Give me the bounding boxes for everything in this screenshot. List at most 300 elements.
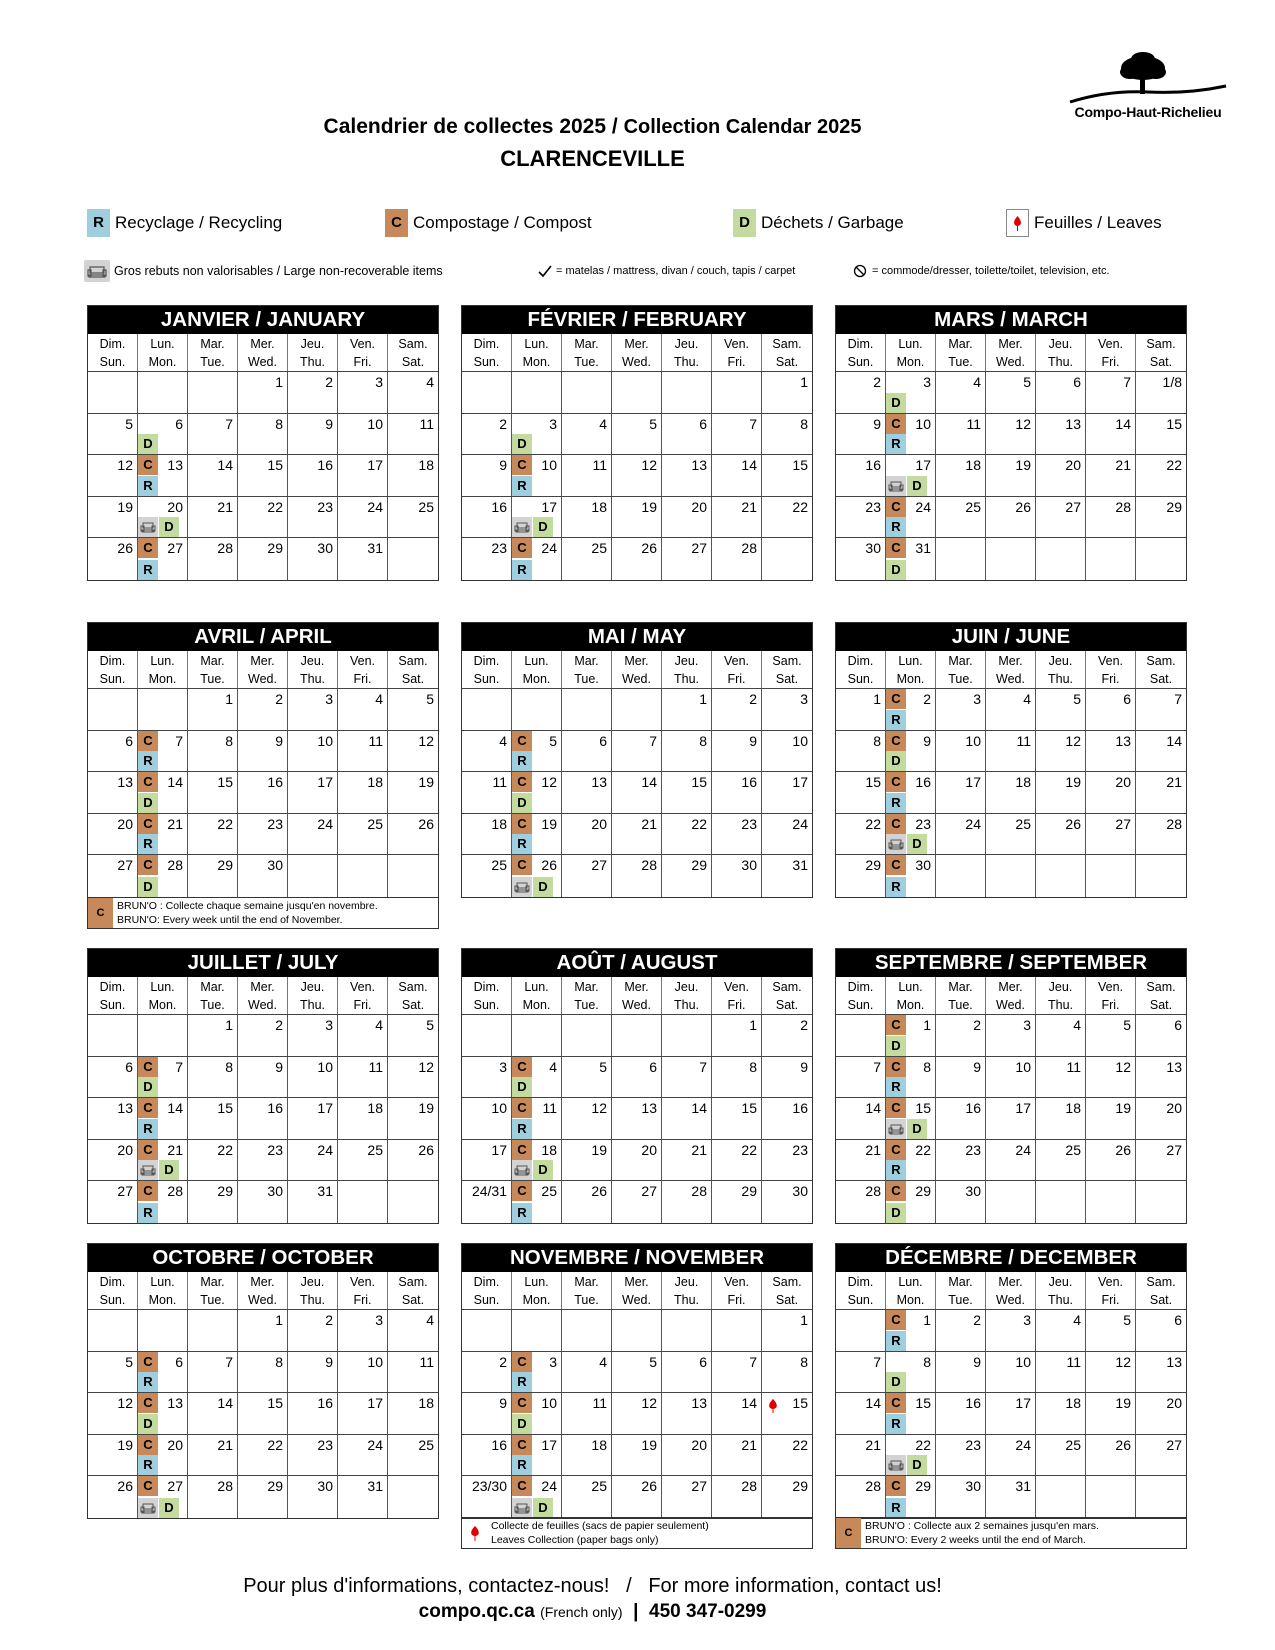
- day-cell: [288, 538, 338, 580]
- day-cell: [338, 1015, 388, 1056]
- garbage-tag: D: [907, 1455, 927, 1475]
- week-row: [836, 1476, 1186, 1518]
- empty-day-cell: [338, 855, 388, 897]
- weekday-label: Mer. Wed.: [986, 1272, 1036, 1309]
- day-number: 15: [1166, 415, 1182, 432]
- empty-day-cell: [986, 855, 1036, 897]
- day-number: 30: [792, 1183, 808, 1199]
- day-cell: [388, 1057, 438, 1098]
- week-row: [836, 414, 1186, 456]
- day-cell: [1036, 1352, 1086, 1393]
- empty-day-cell: [138, 372, 188, 413]
- weekday-label: Lun. Mon.: [886, 334, 936, 371]
- day-number: 22: [792, 498, 808, 515]
- week-row: [462, 1181, 812, 1223]
- day-cell: [288, 731, 338, 772]
- day-number: 11: [419, 1353, 434, 1370]
- day-cell: [338, 689, 388, 730]
- compost-tag: C: [138, 1140, 158, 1160]
- day-cell: [836, 1181, 886, 1223]
- day-number: 16: [915, 774, 931, 790]
- month-january: [87, 305, 439, 581]
- day-number: 15: [217, 1100, 233, 1116]
- day-number: 23/30: [471, 1478, 507, 1494]
- garbage-tag: D: [907, 834, 927, 854]
- day-number: 27: [1065, 498, 1081, 515]
- compost-tag: C: [512, 1435, 532, 1455]
- day-number: 8: [225, 1058, 233, 1075]
- day-cell: [462, 855, 512, 897]
- compost-tag: C: [512, 1098, 532, 1118]
- compost-swatch: C: [385, 209, 408, 237]
- day-number: 4: [499, 732, 507, 749]
- checkmark-icon: [537, 264, 553, 278]
- day-number: 23: [317, 1436, 333, 1453]
- note-en: BRUN'O: Every week until the end of November.: [117, 914, 343, 926]
- day-number: 24/31: [471, 1183, 507, 1199]
- website-link[interactable]: compo.qc.ca: [418, 1601, 535, 1622]
- day-number: 14: [641, 774, 657, 790]
- note-en: Leaves Collection (paper bags only): [491, 1534, 659, 1546]
- weekday-label: Mer. Wed.: [612, 977, 662, 1014]
- day-number: 16: [317, 1395, 333, 1411]
- week-row: [836, 855, 1186, 897]
- day-number: 11: [368, 732, 383, 749]
- day-cell: [836, 1057, 886, 1098]
- day-cell: [886, 1393, 936, 1434]
- day-number: 21: [167, 815, 183, 832]
- day-number: 8: [275, 415, 283, 432]
- weekday-label: Lun. Mon.: [886, 977, 936, 1014]
- compost-tag: C: [138, 814, 158, 834]
- day-number: 21: [217, 1436, 233, 1453]
- day-cell: [986, 1015, 1036, 1056]
- weekday-label: Lun. Mon.: [512, 651, 562, 688]
- weekday-label: Sam. Sat.: [772, 654, 802, 686]
- garbage-tag: D: [533, 877, 553, 897]
- day-cell: [762, 1057, 812, 1098]
- day-number: 6: [1073, 374, 1081, 390]
- weekday-label: Mar. Tue.: [188, 1272, 238, 1309]
- month-july: [87, 948, 439, 1224]
- day-cell: [512, 1057, 562, 1098]
- day-cell: [1036, 372, 1086, 413]
- garbage-tag: D: [512, 1077, 532, 1097]
- day-number: 28: [741, 540, 757, 556]
- day-number: 29: [217, 1183, 233, 1199]
- day-number: 28: [217, 540, 233, 556]
- logo-text: Compo-Haut-Richelieu: [1074, 104, 1222, 120]
- weekday-label: Jeu. Thu.: [288, 977, 338, 1014]
- compost-tag: C: [512, 1140, 532, 1160]
- day-cell: [762, 1435, 812, 1476]
- day-cell: [238, 455, 288, 496]
- day-cell: [612, 1352, 662, 1393]
- recycling-tag: R: [512, 476, 532, 496]
- weekday-label: Sam. Sat.: [1146, 1275, 1176, 1307]
- day-cell: [762, 731, 812, 772]
- week-row: [462, 689, 812, 731]
- month-june: [835, 622, 1187, 898]
- day-cell: [88, 1181, 138, 1223]
- day-cell: [1086, 731, 1136, 772]
- weekday-label: Ven. Fri.: [1086, 334, 1136, 371]
- day-cell: [288, 372, 338, 413]
- week-row: [836, 497, 1186, 539]
- day-number: 17: [915, 457, 931, 473]
- day-cell: [188, 1435, 238, 1476]
- garbage-swatch: D: [733, 209, 756, 237]
- day-cell: [188, 772, 238, 813]
- day-cell: [712, 1352, 762, 1393]
- day-number: 14: [741, 1395, 757, 1411]
- weekday-label: Jeu. Thu.: [1036, 651, 1086, 688]
- day-cell: [662, 1140, 712, 1181]
- compost-tag: C: [138, 538, 158, 558]
- day-number: 23: [267, 815, 283, 832]
- weekday-label: Jeu. Thu.: [662, 977, 712, 1014]
- day-number: 12: [1065, 732, 1081, 749]
- day-cell: [1086, 1015, 1136, 1056]
- day-cell: [936, 455, 986, 496]
- day-cell: [238, 1393, 288, 1434]
- day-cell: [836, 538, 886, 580]
- day-cell: [338, 1476, 388, 1518]
- day-cell: [612, 538, 662, 580]
- week-row: [462, 414, 812, 456]
- day-cell: [88, 1140, 138, 1181]
- month-december: [835, 1243, 1187, 1519]
- weekday-label: Lun. Mon.: [512, 977, 562, 1014]
- day-cell: [986, 772, 1036, 813]
- day-number: 28: [167, 857, 183, 873]
- day-number: 6: [125, 732, 133, 749]
- day-number: 27: [641, 1183, 657, 1199]
- day-number: 1/8: [1162, 374, 1182, 390]
- day-cell: [1136, 372, 1186, 413]
- day-number: 30: [317, 1478, 333, 1494]
- empty-day-cell: [388, 855, 438, 897]
- day-cell: [886, 814, 936, 855]
- day-cell: [836, 1435, 886, 1476]
- day-number: 1: [800, 374, 808, 390]
- day-number: 9: [325, 1353, 333, 1370]
- empty-day-cell: [612, 1015, 662, 1056]
- day-cell: [662, 497, 712, 538]
- compost-tag: C: [512, 1181, 532, 1201]
- recycling-tag: R: [138, 834, 158, 854]
- day-number: 3: [1023, 1017, 1031, 1033]
- day-number: 3: [499, 1058, 507, 1075]
- day-cell: [188, 855, 238, 897]
- day-cell: [238, 1435, 288, 1476]
- week-row: [88, 497, 438, 539]
- legend-garbage: [733, 209, 904, 237]
- note-leaves: [461, 1517, 813, 1549]
- day-cell: [462, 1140, 512, 1181]
- weekday-label: Mer. Wed.: [238, 1272, 288, 1309]
- day-cell: [388, 689, 438, 730]
- day-number: 4: [1073, 1017, 1081, 1033]
- municipality-name: CLARENCEVILLE: [500, 146, 685, 171]
- day-cell: [338, 372, 388, 413]
- weekday-label: Mer. Wed.: [238, 651, 288, 688]
- day-number: 25: [965, 498, 981, 515]
- day-number: 25: [541, 1183, 557, 1199]
- empty-day-cell: [462, 689, 512, 730]
- day-cell: [462, 1181, 512, 1223]
- day-cell: [388, 731, 438, 772]
- empty-day-cell: [1086, 1181, 1136, 1223]
- weekday-label: Mer. Wed.: [612, 334, 662, 371]
- day-number: 7: [873, 1058, 881, 1075]
- day-cell: [762, 1393, 812, 1434]
- week-row: [462, 1476, 812, 1518]
- garbage-tag: D: [907, 1119, 927, 1139]
- day-cell: [188, 731, 238, 772]
- day-cell: [762, 414, 812, 455]
- week-row: [88, 455, 438, 497]
- day-cell: [1036, 1310, 1086, 1351]
- footer-links: [0, 1601, 1275, 1623]
- day-number: 31: [317, 1183, 333, 1199]
- day-cell: [462, 772, 512, 813]
- day-cell: [612, 1435, 662, 1476]
- phone-number[interactable]: 450 347-0299: [649, 1601, 767, 1622]
- day-number: 13: [117, 774, 133, 790]
- month-october: [87, 1243, 439, 1519]
- day-cell: [288, 1435, 338, 1476]
- recycling-tag: R: [886, 434, 906, 454]
- day-cell: [238, 538, 288, 580]
- day-number: 2: [923, 691, 931, 707]
- day-cell: [1086, 497, 1136, 538]
- compost-tag: C: [512, 1057, 532, 1077]
- day-number: 2: [800, 1017, 808, 1033]
- day-cell: [1136, 455, 1186, 496]
- weekday-label: Mer. Wed.: [612, 651, 662, 688]
- day-cell: [1086, 414, 1136, 455]
- week-row: [462, 1310, 812, 1352]
- day-cell: [936, 1435, 986, 1476]
- day-number: 21: [217, 498, 233, 515]
- day-number: 19: [1065, 774, 1081, 790]
- recycling-tag: R: [138, 1119, 158, 1139]
- recycling-tag: R: [512, 1203, 532, 1223]
- day-cell: [886, 372, 936, 413]
- day-cell: [986, 1393, 1036, 1434]
- recycling-tag: R: [886, 1498, 906, 1518]
- day-number: 9: [275, 1058, 283, 1075]
- day-cell: [88, 1057, 138, 1098]
- week-row: [836, 538, 1186, 580]
- day-cell: [388, 1352, 438, 1393]
- day-cell: [886, 414, 936, 455]
- day-number: 21: [1115, 457, 1131, 473]
- month-title: JUIN / JUNE: [836, 623, 1186, 651]
- month-title: JANVIER / JANUARY: [88, 306, 438, 334]
- recycling-tag: R: [512, 1455, 532, 1475]
- day-number: 4: [599, 415, 607, 432]
- week-row: [836, 1015, 1186, 1057]
- day-number: 21: [865, 1141, 881, 1158]
- day-cell: [886, 1098, 936, 1139]
- day-number: 8: [923, 1058, 931, 1075]
- day-cell: [138, 731, 188, 772]
- day-cell: [762, 1140, 812, 1181]
- compost-tag: C: [886, 1181, 906, 1201]
- day-cell: [662, 731, 712, 772]
- day-number: 19: [541, 815, 557, 832]
- week-row: [836, 1057, 1186, 1099]
- week-row: [836, 1098, 1186, 1140]
- compost-tag: C: [886, 1310, 906, 1330]
- day-cell: [986, 455, 1036, 496]
- compost-tag: C: [138, 455, 158, 475]
- day-cell: [712, 1476, 762, 1518]
- day-number: 12: [541, 774, 557, 790]
- day-number: 20: [167, 1436, 183, 1453]
- day-cell: [1036, 455, 1086, 496]
- day-cell: [836, 1476, 886, 1518]
- day-cell: [712, 1015, 762, 1056]
- weekday-label: Ven. Fri.: [1086, 651, 1136, 688]
- day-number: 26: [418, 1141, 434, 1158]
- day-cell: [1036, 497, 1086, 538]
- recycling-tag: R: [138, 560, 158, 580]
- empty-day-cell: [762, 538, 812, 580]
- day-number: 18: [367, 1100, 383, 1116]
- recycling-tag: R: [512, 834, 532, 854]
- day-cell: [836, 814, 886, 855]
- day-cell: [612, 731, 662, 772]
- day-cell: [88, 1435, 138, 1476]
- recycling-tag: R: [886, 793, 906, 813]
- weekday-label: Mar. Tue.: [188, 334, 238, 371]
- day-number: 16: [267, 774, 283, 790]
- compost-note-swatch: C: [88, 898, 113, 928]
- week-row: [836, 731, 1186, 773]
- day-cell: [936, 772, 986, 813]
- month-november: [461, 1243, 813, 1519]
- bulky-items-icon: [886, 834, 906, 854]
- week-row: [836, 455, 1186, 497]
- month-may: [461, 622, 813, 898]
- day-number: 5: [125, 415, 133, 432]
- day-number: 5: [426, 1017, 434, 1033]
- day-number: 6: [175, 1353, 183, 1370]
- garbage-tag: D: [138, 1414, 158, 1434]
- empty-day-cell: [836, 1015, 886, 1056]
- day-cell: [388, 372, 438, 413]
- day-number: 25: [591, 1478, 607, 1494]
- garbage-tag: D: [138, 1077, 158, 1097]
- leaf-note-icon: [462, 1518, 487, 1548]
- day-number: 20: [1166, 1100, 1182, 1116]
- day-number: 11: [592, 1395, 607, 1411]
- day-cell: [512, 855, 562, 897]
- leaf-icon: [1006, 209, 1029, 237]
- day-cell: [986, 731, 1036, 772]
- day-cell: [88, 814, 138, 855]
- day-cell: [836, 1098, 886, 1139]
- day-cell: [1136, 497, 1186, 538]
- day-cell: [512, 1476, 562, 1518]
- day-number: 2: [749, 691, 757, 707]
- garbage-tag: D: [159, 517, 179, 537]
- day-cell: [288, 414, 338, 455]
- week-row: [836, 372, 1186, 414]
- day-cell: [288, 689, 338, 730]
- day-cell: [886, 1435, 936, 1476]
- day-number: 1: [275, 1312, 283, 1328]
- day-number: 28: [865, 1478, 881, 1494]
- empty-day-cell: [1136, 1181, 1186, 1223]
- day-cell: [836, 731, 886, 772]
- day-number: 26: [418, 815, 434, 832]
- day-cell: [836, 455, 886, 496]
- day-number: 15: [915, 1395, 931, 1411]
- garbage-tag: D: [886, 1372, 906, 1392]
- day-number: 3: [549, 415, 557, 432]
- day-number: 17: [317, 1100, 333, 1116]
- day-number: 2: [325, 1312, 333, 1328]
- day-number: 30: [741, 857, 757, 873]
- compost-tag: C: [138, 1435, 158, 1455]
- day-cell: [612, 1181, 662, 1223]
- month-title: FÉVRIER / FEBRUARY: [462, 306, 812, 334]
- day-number: 1: [225, 691, 233, 707]
- day-number: 16: [491, 498, 507, 515]
- day-cell: [662, 1057, 712, 1098]
- day-cell: [138, 1393, 188, 1434]
- day-cell: [512, 497, 562, 538]
- day-number: 24: [367, 1436, 383, 1453]
- recycling-tag: R: [886, 710, 906, 730]
- day-number: 13: [1115, 732, 1131, 749]
- day-number: 10: [367, 415, 383, 432]
- weekday-label: Ven. Fri.: [712, 977, 762, 1014]
- day-cell: [288, 814, 338, 855]
- day-number: 9: [800, 1058, 808, 1075]
- empty-day-cell: [612, 689, 662, 730]
- day-cell: [1136, 1393, 1186, 1434]
- day-number: 2: [873, 374, 881, 390]
- empty-day-cell: [612, 1310, 662, 1351]
- day-cell: [138, 1476, 188, 1518]
- day-cell: [1136, 1015, 1186, 1056]
- day-number: 17: [367, 457, 383, 473]
- day-cell: [1086, 772, 1136, 813]
- day-number: 31: [792, 857, 808, 873]
- legend-recycling-label: Recyclage / Recycling: [115, 213, 283, 232]
- weekday-header: [88, 334, 438, 372]
- day-number: 21: [641, 815, 657, 832]
- day-cell: [288, 1098, 338, 1139]
- day-cell: [512, 772, 562, 813]
- legend-compost: [385, 209, 592, 237]
- weekday-label: Dim. Sun.: [88, 977, 138, 1014]
- day-number: 12: [1115, 1353, 1131, 1370]
- day-number: 16: [792, 1100, 808, 1116]
- day-cell: [562, 538, 612, 580]
- day-number: 21: [691, 1141, 707, 1158]
- weekday-label: Sam. Sat.: [772, 1275, 802, 1307]
- day-cell: [138, 1352, 188, 1393]
- weekday-label: Ven. Fri.: [338, 977, 388, 1014]
- day-cell: [986, 1098, 1036, 1139]
- day-number: 9: [749, 732, 757, 749]
